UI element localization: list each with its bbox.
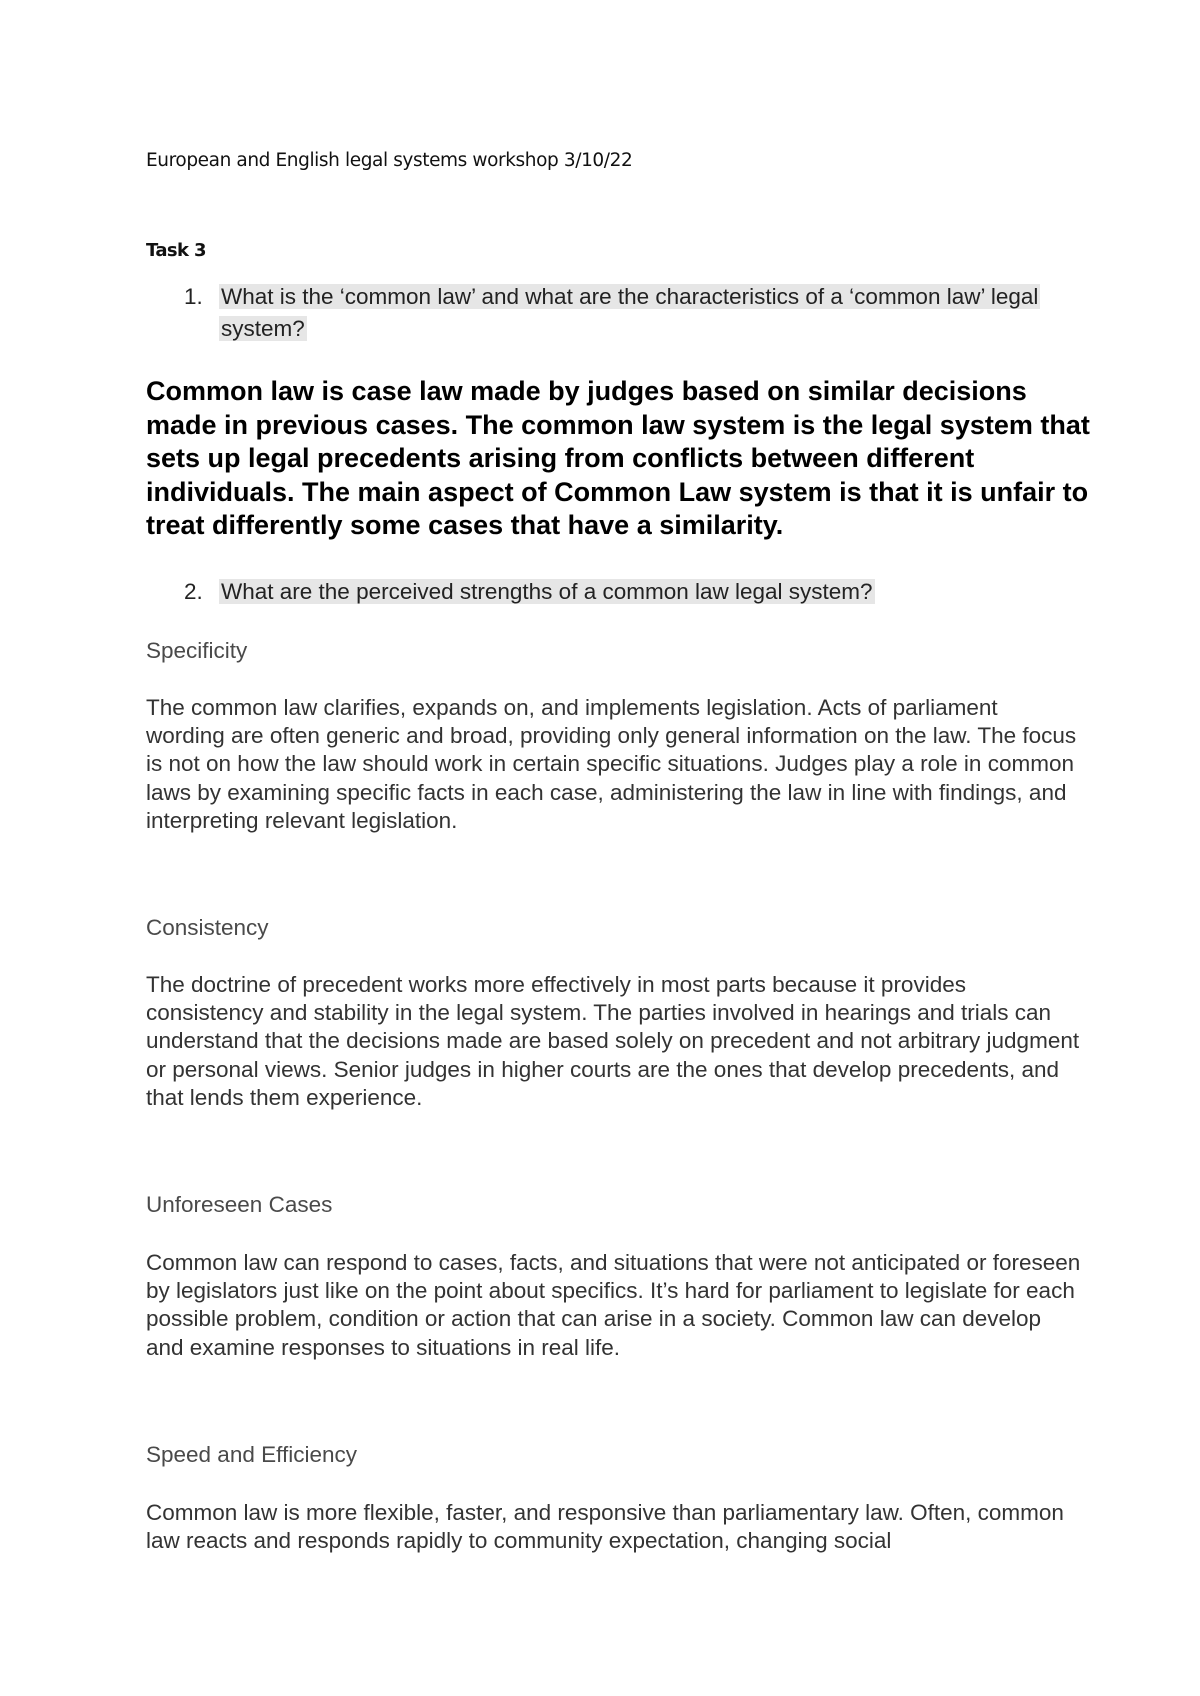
section-body-consistency: The doctrine of precedent works more effectively in most parts because it provides consistency and stability in the legal system. The parties involved in hearings and trials can understand that the decisions made are based solely on precedent and not arbitrary judgment or personal views. Senior judges in higher courts are the ones that develop precedents, and that lends them experience. bbox=[146, 972, 1080, 1110]
section-heading-consistency: Consistency bbox=[146, 915, 269, 940]
question-number: 1. bbox=[184, 284, 203, 309]
question-text: What is the ‘common law’ and what are the characteristics of a ‘common law’ legal system? bbox=[221, 284, 1039, 341]
section-body-unforeseen-cases: Common law can respond to cases, facts, and situations that were not anticipated or foreseen by legislators just like on the point about specifics. It’s hard for parliament to legislate for each possible problem, condition or action that can arise in a society. Common law can develop and examine responses to situations in real life. bbox=[146, 1250, 1081, 1360]
section-heading-specificity: Specificity bbox=[146, 638, 248, 663]
question-2 bbox=[146, 576, 1076, 608]
answer-rest: . The common law system is the legal system that sets up legal precedents arising from conflicts between different individuals. The main aspect of Common Law system is that it is unfair to treat differently some cases that have a similarity. bbox=[146, 409, 1090, 540]
question-text: What are the perceived strengths of a common law legal system? bbox=[221, 579, 873, 604]
question-number: 2. bbox=[184, 579, 203, 604]
answer-lead: Common law is bbox=[146, 376, 352, 406]
section-heading-unforeseen-cases: Unforeseen Cases bbox=[146, 1192, 333, 1217]
document-title: European and English legal systems workshop 3/10/22 bbox=[146, 150, 633, 171]
task-heading: Task 3 bbox=[146, 240, 206, 261]
section-body-specificity: The common law clarifies, expands on, and implements legislation. Acts of parliament wording are often generic and broad, providing only general information on the law. The focus is not on how the law should work in certain specific situations. Judges play a role in common laws by examining specific facts in each case, administering the law in line with findings, and interpreting relevant legislation. bbox=[146, 695, 1077, 833]
question-1 bbox=[146, 281, 1076, 345]
section-body-speed-efficiency: Common law is more flexible, faster, and responsive than parliamentary law. Often, common law reacts and responds rapidly to community expectation, changing social bbox=[146, 1500, 1064, 1554]
section-heading-speed-efficiency: Speed and Efficiency bbox=[146, 1442, 357, 1467]
answer-bold-phrase: case law made by judges based on similar decisions made in previous cases bbox=[146, 376, 1027, 440]
answer-1 bbox=[146, 375, 1091, 543]
